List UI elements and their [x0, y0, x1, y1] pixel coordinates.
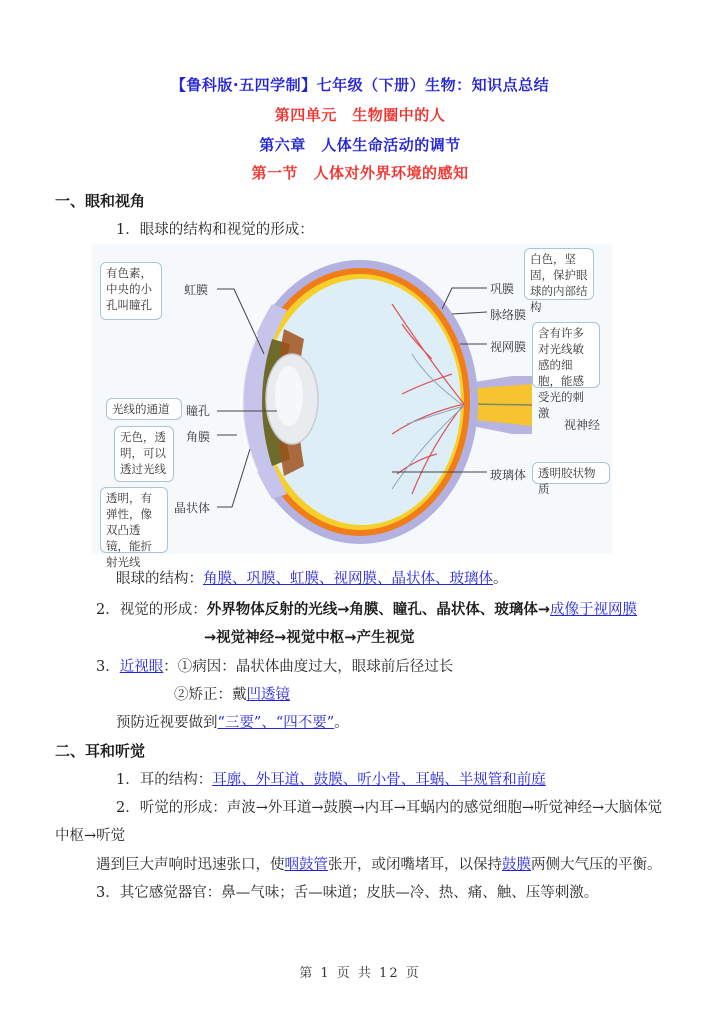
vision-formation-label: 2．视觉的形成：	[96, 602, 207, 618]
vision-formation-text: 外界物体反射的光线→角膜、瞳孔、晶状体、玻璃体→	[206, 602, 551, 618]
eye-structure-suffix: 。	[493, 571, 508, 587]
vision-formation-line	[96, 598, 637, 619]
callout-cornea: 无色，透明，可以透过光线	[114, 426, 174, 482]
callout-sclera: 白色，坚固，保护眼球的内部结构	[524, 248, 594, 300]
label-vitreous: 玻璃体	[490, 468, 527, 482]
vision-formation-line2: →视觉神经→视觉中枢→产生视觉	[204, 630, 415, 646]
eye-diagram	[92, 244, 612, 569]
myopia-prevention-line	[116, 711, 349, 732]
callout-iris: 有色素，中央的小孔叫瞳孔	[100, 262, 162, 320]
tip-part2: 张开，或闭嘴堵耳，以保持	[328, 857, 502, 873]
eardrum-link[interactable]: 鼓膜	[502, 857, 531, 873]
eye-structure-link[interactable]: 角膜、巩膜、虹膜、视网膜、晶状体、玻璃体	[203, 571, 493, 587]
label-iris: 虹膜	[184, 283, 209, 297]
label-pupil: 瞳孔	[186, 404, 211, 418]
myopia-correction-line	[174, 683, 290, 704]
label-choroid: 脉络膜	[490, 308, 527, 322]
prevention-suffix: 。	[334, 715, 349, 731]
document-title: 【鲁科版·五四学制】七年级（下册）生物：知识点总结	[170, 76, 550, 94]
loud-noise-tip	[96, 853, 662, 874]
label-sclera: 巩膜	[490, 282, 515, 296]
callout-pupil: 光线的通道	[106, 398, 182, 420]
heading-eye-and-vision: 一、眼和视角	[55, 192, 146, 210]
eustachian-tube-link[interactable]: 咽鼓管	[284, 857, 328, 873]
callout-retina: 含有许多对光线敏感的细胞，能感受光的刺激	[532, 322, 600, 388]
image-on-retina-link[interactable]: 成像于视网膜	[550, 602, 638, 618]
section-title: 第一节 人体对外界环境的感知	[251, 164, 469, 182]
myopia-link[interactable]: 近视眼	[119, 659, 164, 675]
heading-ear-and-hearing: 二、耳和听觉	[55, 742, 146, 760]
myopia-cause: ：①病因：晶状体曲度过大，眼球前后径过长	[163, 659, 454, 675]
hearing-formation-line2: 中枢→听觉	[55, 828, 126, 844]
tip-part3: 两侧大气压的平衡。	[531, 857, 662, 873]
item-eye-structure-label: 1．眼球的结构和视觉的形成：	[116, 222, 314, 238]
label-cornea: 角膜	[186, 430, 211, 444]
label-optic-nerve: 视神经	[564, 418, 601, 432]
tip-part1: 遇到巨大声响时迅速张口，使	[96, 857, 285, 873]
label-retina: 视网膜	[490, 340, 527, 354]
other-sense-organs: 3．其它感觉器官：鼻—气味；舌—味道；皮肤—冷、热、痛、触、压等刺激。	[96, 885, 599, 901]
ear-structure-prefix: 1．耳的结构：	[116, 772, 213, 788]
unit-title: 第四单元 生物圈中的人	[274, 106, 446, 124]
concave-lens-link[interactable]: 凹透镜	[246, 687, 290, 703]
callout-lens: 透明，有弹性，像双凸透镜，能折射光线	[100, 487, 168, 553]
myopia-number: 3．	[96, 659, 120, 675]
page-number: 第 1 页 共 12 页	[299, 966, 421, 981]
callout-vitreous: 透明胶状物质	[532, 462, 610, 484]
myopia-line	[96, 655, 453, 676]
prevention-link[interactable]: “三要”、“四不要”	[217, 715, 335, 731]
ear-structure-link[interactable]: 耳廓、外耳道、鼓膜、听小骨、耳蜗、半规管和前庭	[212, 772, 546, 788]
chapter-title: 第六章 人体生命活动的调节	[259, 136, 461, 154]
label-lens: 晶状体	[174, 501, 211, 515]
eye-structure-line	[116, 567, 508, 588]
myopia-correction-prefix: ②矫正：戴	[174, 687, 247, 703]
hearing-formation-line1: 2．听觉的形成：声波→外耳道→鼓膜→内耳→耳蜗内的感觉细胞→听觉神经→大脑体觉	[116, 800, 663, 816]
ear-structure-line	[116, 768, 546, 789]
prevention-prefix: 预防近视要做到	[116, 715, 218, 731]
eye-structure-prefix: 眼球的结构：	[116, 571, 203, 587]
